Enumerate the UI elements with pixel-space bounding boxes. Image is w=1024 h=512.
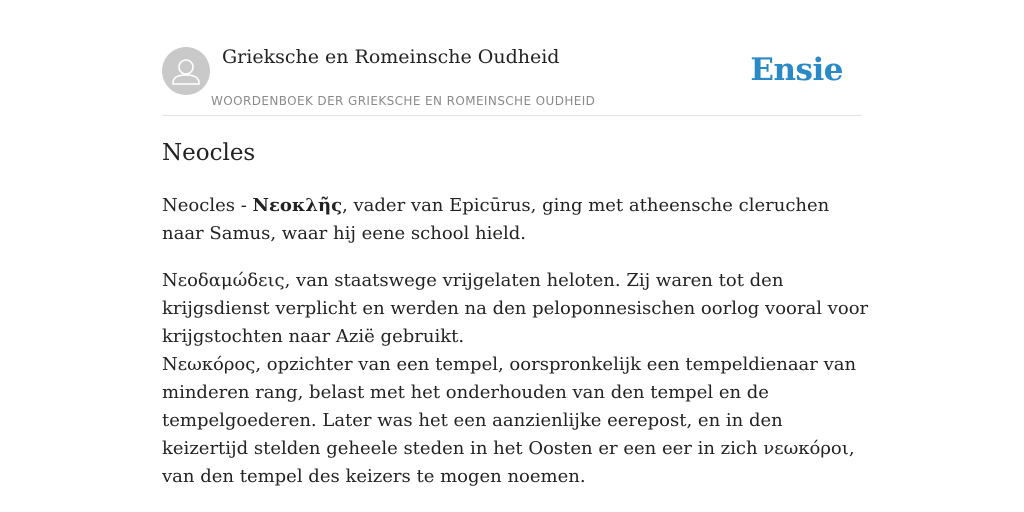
paragraph-neodamodeis: [162, 267, 872, 351]
greek-term: Νεωκόρος: [162, 354, 256, 375]
entry-text: , van staatswege vrijgelaten heloten. Zij waren tot den krijgsdienst verplicht en werden na den peloponnesischen oorlog vooral voor krijgstochten naar Azië gebruikt.: [162, 270, 869, 347]
source-title[interactable]: Grieksche en Romeinsche Oudheid: [222, 46, 560, 68]
entry-lead: Neocles -: [162, 195, 253, 216]
header: [162, 46, 862, 116]
entry-content: [162, 192, 872, 491]
greek-term: Νεοκλῆς: [252, 195, 343, 216]
source-subtitle[interactable]: WOORDENBOEK DER GRIEKSCHE EN ROMEINSCHE OUDHEID: [211, 94, 596, 108]
greek-term: Νεοδαμώδεις: [162, 270, 285, 291]
greek-term: νεωκόροι: [763, 438, 849, 459]
paragraph-neocles: [162, 192, 872, 248]
entry-text: , van den tempel des keizers te mogen noemen.: [162, 438, 855, 487]
user-avatar-icon[interactable]: [162, 47, 210, 95]
entry-text: , opzichter van een tempel, oorspronkelijk een tempeldienaar van minderen rang, belast met het onderhouden van den tempel en de tempelgoederen. Later was het een aanzienlijke eerepost, en in den keizertijd stelden geheele steden in het Oosten er een eer in zich: [162, 354, 857, 459]
page-title: Neocles: [162, 140, 256, 166]
paragraph-neokoros: [162, 351, 872, 491]
entry-text: , vader van Epicūrus, ging met atheensche cleruchen naar Samus, waar hij eene school hield.: [162, 195, 830, 244]
brand-logo[interactable]: Ensie: [750, 52, 843, 88]
